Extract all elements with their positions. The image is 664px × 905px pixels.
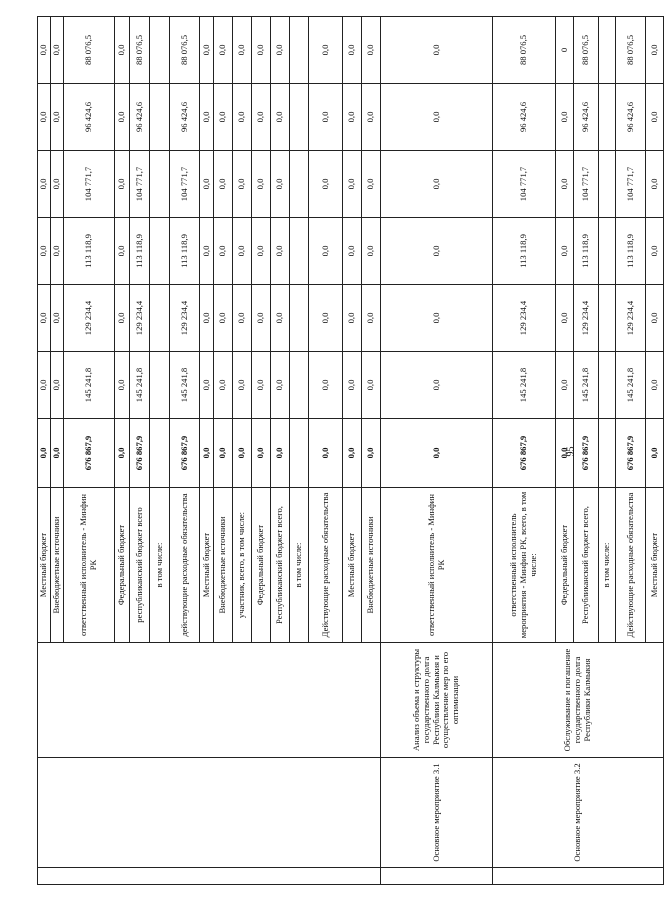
source-cell: Местный бюджет (646, 488, 664, 643)
page-number: 95 (565, 446, 577, 457)
value-cell (290, 84, 309, 151)
source-cell: республиканский бюджет всего (130, 488, 150, 643)
value-cell: 0,0 (381, 17, 493, 84)
value-cell: 104 771,7 (130, 151, 150, 218)
value-cell: 0,0 (51, 419, 64, 488)
value-cell: 0,0 (271, 17, 290, 84)
value-cell: 0,0 (343, 352, 362, 419)
value-cell: 88 076,5 (130, 17, 150, 84)
value-cell: 676 867,9 (170, 419, 200, 488)
value-cell: 0,0 (38, 17, 51, 84)
value-cell: 0,0 (200, 285, 214, 352)
source-cell: в том числе: (150, 488, 170, 643)
source-cell: Местный бюджет (200, 488, 214, 643)
value-cell: 0,0 (309, 285, 343, 352)
value-cell: 0,0 (343, 419, 362, 488)
value-cell: 0,0 (214, 285, 233, 352)
value-cell: 0,0 (381, 84, 493, 151)
value-cell: 104 771,7 (64, 151, 115, 218)
source-cell: Федеральный бюджет (556, 488, 574, 643)
value-cell: 0,0 (115, 84, 130, 151)
value-cell: 676 867,9 (574, 419, 599, 488)
value-cell: 0,0 (51, 151, 64, 218)
source-cell: Федеральный бюджет (115, 488, 130, 643)
value-cell: 145 241,8 (130, 352, 150, 419)
source-cell: Внебюджетные источники (51, 488, 64, 643)
value-cell: 0,0 (271, 285, 290, 352)
value-cell: 145 241,8 (170, 352, 200, 419)
value-cell: 0,0 (115, 218, 130, 285)
value-cell: 0,0 (362, 151, 381, 218)
value-cell: 0,0 (51, 218, 64, 285)
value-cell: 676 867,9 (130, 419, 150, 488)
value-cell: 96 424,6 (170, 84, 200, 151)
program-name-cell: Основное мероприятие 3.2 (493, 758, 664, 868)
value-cell: 0,0 (252, 84, 271, 151)
value-cell: 0,0 (343, 84, 362, 151)
value-cell: 0,0 (271, 352, 290, 419)
value-cell: 0,0 (646, 151, 664, 218)
value-cell: 96 424,6 (574, 84, 599, 151)
value-cell: 0,0 (381, 419, 493, 488)
value-cell: 0,0 (38, 352, 51, 419)
value-cell: 113 118,9 (616, 218, 646, 285)
value-cell: 0,0 (233, 419, 252, 488)
value-cell: 0,0 (200, 151, 214, 218)
value-cell (599, 285, 616, 352)
source-cell: ответственный исполнитель - Минфин РК (64, 488, 115, 643)
value-cell: 0,0 (115, 151, 130, 218)
value-cell: 0,0 (343, 151, 362, 218)
value-cell: 0,0 (556, 419, 574, 488)
value-cell: 0,0 (362, 84, 381, 151)
value-cell: 0,0 (51, 84, 64, 151)
value-cell: 0,0 (38, 84, 51, 151)
value-cell: 96 424,6 (130, 84, 150, 151)
source-cell: Действующие расходные обязательства (309, 488, 343, 643)
value-cell: 0,0 (115, 17, 130, 84)
source-cell: ответственный исполнитель - Минфин РК (381, 488, 493, 643)
value-cell: 0,0 (646, 285, 664, 352)
value-cell: 676 867,9 (493, 419, 556, 488)
value-cell: 0,0 (214, 419, 233, 488)
value-cell: 129 234,4 (616, 285, 646, 352)
value-cell: 0,0 (38, 285, 51, 352)
value-cell: 0,0 (252, 17, 271, 84)
value-cell: 104 771,7 (493, 151, 556, 218)
value-cell: 145 241,8 (616, 352, 646, 419)
value-cell (599, 84, 616, 151)
value-cell: 0,0 (646, 352, 664, 419)
value-cell: 0,0 (115, 419, 130, 488)
value-cell: 0,0 (556, 352, 574, 419)
measure-cell (38, 643, 381, 758)
source-cell: Республиканский бюджет всего, (271, 488, 290, 643)
value-cell (150, 419, 170, 488)
value-cell: 0,0 (214, 218, 233, 285)
value-cell: 0,0 (214, 17, 233, 84)
value-cell: 0,0 (233, 84, 252, 151)
source-cell: Республиканский бюджет всего, (574, 488, 599, 643)
value-cell: 0 (556, 17, 574, 84)
value-cell: 88 076,5 (574, 17, 599, 84)
value-cell: 0,0 (309, 419, 343, 488)
table-row (38, 17, 51, 885)
value-cell: 145 241,8 (64, 352, 115, 419)
value-cell: 0,0 (200, 419, 214, 488)
value-cell: 0,0 (362, 352, 381, 419)
value-cell: 145 241,8 (574, 352, 599, 419)
value-cell: 0,0 (343, 285, 362, 352)
value-cell: 0,0 (381, 352, 493, 419)
value-cell: 129 234,4 (493, 285, 556, 352)
value-cell: 0,0 (233, 218, 252, 285)
value-cell: 0,0 (362, 285, 381, 352)
source-cell: в том числе: (599, 488, 616, 643)
value-cell (290, 151, 309, 218)
value-cell: 0,0 (646, 84, 664, 151)
value-cell: 0,0 (381, 218, 493, 285)
value-cell: 104 771,7 (616, 151, 646, 218)
value-cell: 96 424,6 (616, 84, 646, 151)
value-cell: 0,0 (381, 151, 493, 218)
value-cell: 0,0 (214, 352, 233, 419)
value-cell: 0,0 (200, 352, 214, 419)
value-cell: 0,0 (646, 17, 664, 84)
source-cell: Местный бюджет (343, 488, 362, 643)
value-cell: 104 771,7 (170, 151, 200, 218)
value-cell: 0,0 (115, 285, 130, 352)
program-name-cell: Основное мероприятие 3.1 (381, 758, 493, 868)
value-cell (150, 84, 170, 151)
value-cell: 0,0 (233, 151, 252, 218)
source-cell: Внебюджетные источники (214, 488, 233, 643)
value-cell: 0,0 (271, 84, 290, 151)
value-cell: 0,0 (309, 17, 343, 84)
left-margin-cell (381, 868, 493, 885)
value-cell (290, 17, 309, 84)
value-cell: 0,0 (38, 151, 51, 218)
measure-cell: Анализ объема и структуры государственного долга Республики Калмыкия и осуществление мер по его оптимизации (381, 643, 493, 758)
value-cell: 113 118,9 (130, 218, 150, 285)
left-margin-cell (38, 868, 381, 885)
value-cell: 113 118,9 (574, 218, 599, 285)
value-cell: 0,0 (252, 285, 271, 352)
value-cell: 96 424,6 (493, 84, 556, 151)
value-cell (599, 151, 616, 218)
value-cell (290, 218, 309, 285)
table-row (493, 17, 556, 885)
value-cell (150, 352, 170, 419)
value-cell: 0,0 (343, 17, 362, 84)
value-cell: 104 771,7 (574, 151, 599, 218)
value-cell: 0,0 (271, 419, 290, 488)
value-cell: 0,0 (51, 285, 64, 352)
source-cell: в том числе: (290, 488, 309, 643)
source-cell: участник, всего, в том числе: (233, 488, 252, 643)
value-cell: 129 234,4 (170, 285, 200, 352)
value-cell: 0,0 (309, 218, 343, 285)
program-name-cell (38, 758, 381, 868)
value-cell: 0,0 (200, 17, 214, 84)
value-cell: 0,0 (51, 352, 64, 419)
value-cell: 0,0 (381, 285, 493, 352)
value-cell: 145 241,8 (493, 352, 556, 419)
value-cell: 129 234,4 (574, 285, 599, 352)
value-cell: 0,0 (556, 218, 574, 285)
value-cell (599, 352, 616, 419)
value-cell: 0,0 (556, 151, 574, 218)
value-cell (599, 419, 616, 488)
value-cell (290, 352, 309, 419)
value-cell: 0,0 (309, 84, 343, 151)
value-cell (599, 17, 616, 84)
value-cell: 0,0 (556, 285, 574, 352)
source-cell: Действующие расходные обязательства (616, 488, 646, 643)
value-cell (599, 218, 616, 285)
value-cell: 0,0 (309, 151, 343, 218)
left-margin-cell (493, 868, 664, 885)
value-cell: 88 076,5 (616, 17, 646, 84)
value-cell: 0,0 (38, 419, 51, 488)
value-cell: 0,0 (362, 419, 381, 488)
value-cell: 0,0 (233, 17, 252, 84)
value-cell: 0,0 (233, 352, 252, 419)
source-cell: Местный бюджет (38, 488, 51, 643)
value-cell: 0,0 (200, 84, 214, 151)
source-cell: Внебюджетные источники (362, 488, 381, 643)
value-cell: 113 118,9 (493, 218, 556, 285)
measure-cell: Обслуживание и погашение государственного долга Республики Калмыкия (493, 643, 664, 758)
source-cell: действующие расходные обязательства (170, 488, 200, 643)
value-cell: 88 076,5 (64, 17, 115, 84)
source-cell: Федеральный бюджет (252, 488, 271, 643)
value-cell: 0,0 (362, 17, 381, 84)
value-cell: 129 234,4 (64, 285, 115, 352)
value-cell: 0,0 (214, 151, 233, 218)
value-cell: 0,0 (233, 285, 252, 352)
value-cell: 113 118,9 (170, 218, 200, 285)
value-cell: 0,0 (252, 151, 271, 218)
value-cell: 0,0 (556, 84, 574, 151)
value-cell: 113 118,9 (64, 218, 115, 285)
value-cell: 0,0 (252, 419, 271, 488)
value-cell (150, 17, 170, 84)
value-cell: 88 076,5 (493, 17, 556, 84)
value-cell: 676 867,9 (64, 419, 115, 488)
value-cell: 0,0 (115, 352, 130, 419)
source-cell: ответственный исполнитель мероприятия - Минфин РК, всего, в том числе: (493, 488, 556, 643)
value-cell: 0,0 (252, 218, 271, 285)
value-cell (150, 151, 170, 218)
value-cell: 0,0 (271, 218, 290, 285)
value-cell: 0,0 (271, 151, 290, 218)
value-cell: 0,0 (362, 218, 381, 285)
value-cell (290, 285, 309, 352)
value-cell (150, 285, 170, 352)
value-cell: 0,0 (200, 218, 214, 285)
table-row (381, 17, 493, 885)
value-cell: 676 867,9 (616, 419, 646, 488)
value-cell (150, 218, 170, 285)
value-cell: 0,0 (343, 218, 362, 285)
value-cell: 88 076,5 (170, 17, 200, 84)
value-cell: 0,0 (646, 218, 664, 285)
value-cell: 0,0 (252, 352, 271, 419)
value-cell: 96 424,6 (64, 84, 115, 151)
value-cell: 0,0 (51, 17, 64, 84)
value-cell: 0,0 (38, 218, 51, 285)
value-cell: 0,0 (214, 84, 233, 151)
value-cell: 129 234,4 (130, 285, 150, 352)
value-cell: 0,0 (309, 352, 343, 419)
value-cell: 0,0 (646, 419, 664, 488)
value-cell (290, 419, 309, 488)
